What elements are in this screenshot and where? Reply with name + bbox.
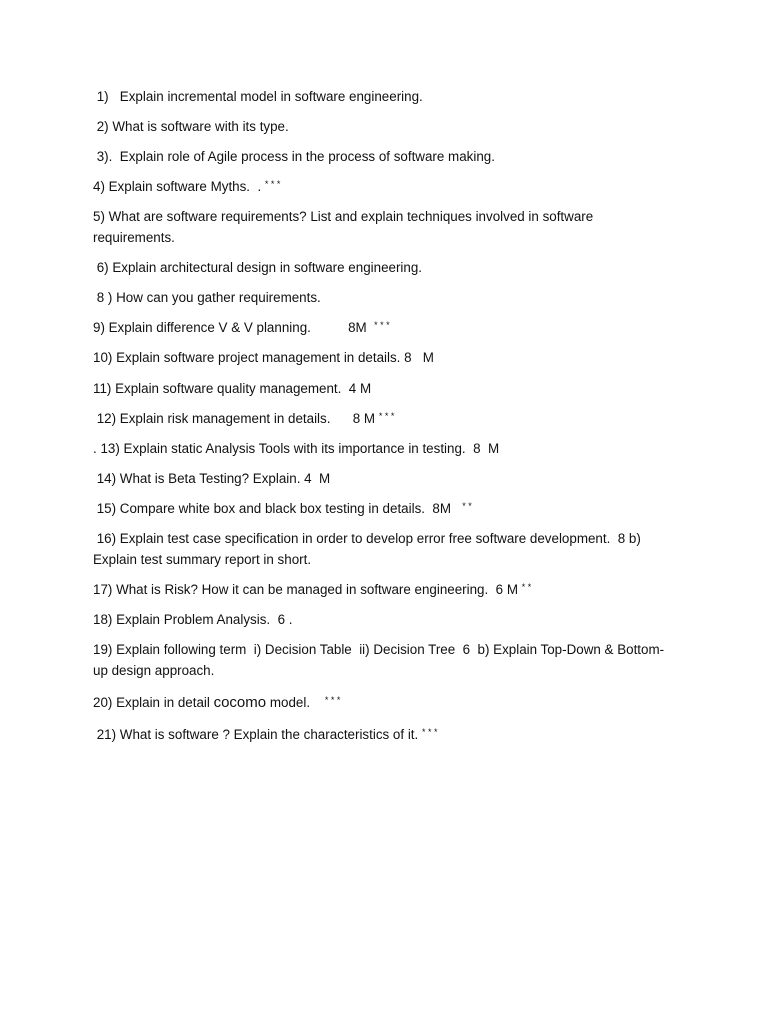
- question-4: [93, 176, 668, 199]
- question-16-text: 16) Explain test case specification in order to develop error free software development. 8 b) Explain test summary report in short.: [93, 531, 645, 567]
- question-20-cocomo: cocomo: [213, 694, 267, 711]
- question-15: [93, 498, 668, 521]
- question-20-text-after: model.: [266, 695, 325, 710]
- question-4-text: 4) Explain software Myths. .: [93, 179, 265, 194]
- question-20-text-before: 20) Explain in detail: [93, 695, 214, 710]
- question-10-text: 10) Explain software project management in details. 8 M: [93, 350, 434, 365]
- question-19: [93, 639, 668, 681]
- question-20: [93, 692, 668, 715]
- question-20-stars: * * *: [324, 695, 341, 705]
- question-17: [93, 579, 668, 602]
- question-12-text: 12) Explain risk management in details. 8 M: [93, 411, 379, 426]
- question-8-text: 8 ) How can you gather requirements.: [93, 290, 321, 305]
- question-11: [93, 378, 668, 399]
- question-9-stars: * * *: [374, 320, 390, 330]
- question-18-text: 18) Explain Problem Analysis. 6 .: [93, 612, 293, 627]
- question-2: [93, 116, 668, 137]
- question-21-text: 21) What is software ? Explain the characteristics of it.: [93, 727, 422, 742]
- question-12-stars: * * *: [378, 411, 395, 421]
- question-12: [93, 408, 668, 431]
- question-13-text: . 13) Explain static Analysis Tools with its importance in testing. 8 M: [93, 441, 500, 456]
- question-15-text: 15) Compare white box and black box testing in details. 8M: [93, 501, 463, 516]
- question-11-text: 11) Explain software quality management. 4 M: [93, 381, 372, 396]
- question-5-text: 5) What are software requirements? List and explain techniques involved in software requirements.: [93, 209, 597, 245]
- question-9: [93, 317, 668, 340]
- question-17-stars: * *: [521, 582, 532, 592]
- question-1: [93, 86, 668, 107]
- question-21-stars: * * *: [421, 727, 438, 737]
- question-17-text: 17) What is Risk? How it can be managed in software engineering. 6 M: [93, 582, 522, 597]
- question-6-text: 6) Explain architectural design in software engineering.: [93, 260, 423, 275]
- question-15-stars: * *: [462, 501, 472, 511]
- question-3-text: 3). Explain role of Agile process in the process of software making.: [93, 149, 495, 164]
- question-13: [93, 438, 668, 459]
- question-21: [93, 724, 668, 747]
- question-9-text: 9) Explain difference V & V planning. 8M: [93, 320, 375, 335]
- question-8: [93, 287, 668, 308]
- question-3: [93, 146, 668, 167]
- question-4-stars: * * *: [264, 179, 281, 189]
- question-6: [93, 257, 668, 278]
- question-14-text: 14) What is Beta Testing? Explain. 4 M: [93, 471, 331, 486]
- question-14: [93, 468, 668, 489]
- question-2-text: 2) What is software with its type.: [93, 119, 289, 134]
- question-5: [93, 206, 668, 248]
- question-18: [93, 609, 668, 630]
- question-19-text: 19) Explain following term i) Decision Table ii) Decision Tree 6 b) Explain Top-Down & Bottom-up design approach.: [93, 642, 665, 678]
- question-16: [93, 528, 668, 570]
- question-1-text: 1) Explain incremental model in software engineering.: [93, 89, 423, 104]
- question-10: [93, 347, 668, 368]
